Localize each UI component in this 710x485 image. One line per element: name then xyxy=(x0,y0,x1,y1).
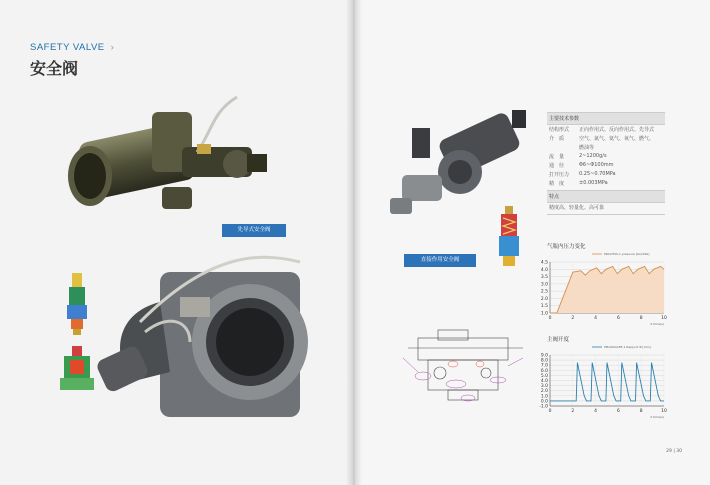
x-tick-label: 4 xyxy=(594,316,598,321)
spec-row xyxy=(547,152,665,161)
y-tick-label: 2.0 xyxy=(540,389,548,395)
y-tick-label: 6.0 xyxy=(540,368,548,374)
x-tick-label: 0 xyxy=(548,409,552,414)
book-gutter xyxy=(346,0,362,485)
x-tick-label: 2 xyxy=(571,316,575,321)
x-tick-label: 2 xyxy=(571,409,575,414)
y-tick-label: 3.5 xyxy=(540,275,548,281)
section-title-cn: 安全阀 xyxy=(30,59,79,78)
y-tick-label: 2.0 xyxy=(540,296,548,302)
spec-key: 打开压力 xyxy=(549,172,570,178)
spec-value: ±0.003MPa xyxy=(579,180,608,186)
spec-row xyxy=(547,179,665,188)
x-axis-label: X time(s) xyxy=(650,322,664,326)
y-tick-label: 4.0 xyxy=(540,267,548,273)
x-tick-label: 6 xyxy=(616,409,620,414)
spec-key: 通 径 xyxy=(549,163,565,169)
x-axis-label: X time(s) xyxy=(650,415,664,419)
spec-key: 结构形式 xyxy=(549,127,570,133)
y-tick-label: 4.5 xyxy=(540,260,548,266)
y-tick-label: 0.0 xyxy=(540,399,548,405)
y-tick-label: 5.0 xyxy=(540,373,548,379)
schematic-diagram xyxy=(398,328,528,410)
cutaway-diagram-1 xyxy=(64,273,90,335)
spec-row xyxy=(547,134,665,143)
legend-label: PRACHSS-1 pressure [bar/kPa] xyxy=(604,252,650,257)
spec-row xyxy=(547,170,665,179)
x-tick-label: 8 xyxy=(639,409,643,414)
spec-value: Φ6~Φ100mm xyxy=(579,162,614,168)
x-tick-label: 4 xyxy=(594,409,598,414)
x-tick-label: 10 xyxy=(661,409,667,414)
section-title-en: SAFETY VALVE › xyxy=(30,42,115,53)
spec-key xyxy=(549,144,579,151)
feature-heading: 特点 xyxy=(547,190,665,203)
y-tick-label: 2.5 xyxy=(540,289,548,295)
spec-row xyxy=(547,143,665,152)
spec-row xyxy=(547,125,665,134)
y-tick-label: 8.0 xyxy=(540,358,548,364)
spec-value: 0.25~0.70MPa xyxy=(579,171,616,177)
x-tick-label: 8 xyxy=(639,316,643,321)
x-tick-label: 6 xyxy=(616,316,620,321)
chevron-right-icon: › xyxy=(110,42,115,53)
chart2-title: 主阀开度 xyxy=(547,337,570,343)
y-tick-label: 3.0 xyxy=(540,384,548,390)
y-tick-label: 3.0 xyxy=(540,282,548,288)
feature-text: 精度高、轻量化、高可靠 xyxy=(549,205,605,211)
valve-opening-chart xyxy=(532,343,672,418)
chart1-title: 气瓶内压力变化 xyxy=(547,244,586,250)
y-tick-label: 1.0 xyxy=(540,311,548,317)
spec-value: 2~1200g/s xyxy=(579,153,607,159)
x-tick-label: 0 xyxy=(548,316,552,321)
y-tick-label: 7.0 xyxy=(540,363,548,369)
pilot-valve-photo xyxy=(62,92,277,222)
spec-row xyxy=(547,161,665,170)
series-area xyxy=(550,266,664,313)
x-tick-label: 10 xyxy=(661,316,667,321)
y-tick-label: 9.0 xyxy=(540,353,548,359)
pilot-valve-label: 先导式安全阀 xyxy=(222,224,286,237)
page-number: 29 | 30 xyxy=(666,449,682,454)
y-tick-label: 4.0 xyxy=(540,379,548,384)
y-tick-label: -1.0 xyxy=(539,404,548,410)
legend-label: PMANUALEE-1 Rapport Φ [mm] xyxy=(604,345,651,350)
y-tick-label: 1.5 xyxy=(540,304,548,310)
cutaway-diagram-2 xyxy=(60,346,94,390)
pressure-chart xyxy=(532,250,672,325)
spec-value: 燃油等 xyxy=(579,145,595,151)
spec-value: 正向作用式、反向作用式、先导式 xyxy=(579,127,655,133)
spec-table xyxy=(547,112,665,215)
spec-heading: 主要技术参数 xyxy=(547,112,665,125)
spec-key: 精 度 xyxy=(549,181,565,187)
series-line xyxy=(550,363,664,401)
y-tick-label: 1.0 xyxy=(540,394,548,400)
direct-valve-label: 直接作用安全阀 xyxy=(404,254,476,267)
direct-valve-cutaway xyxy=(497,206,521,266)
spec-key: 流 量 xyxy=(549,154,565,160)
large-valve-photo xyxy=(100,252,335,430)
spec-value: 空气、氮气、氦气、氧气、燃气、 xyxy=(579,136,655,142)
spec-key: 介 质 xyxy=(549,136,565,142)
